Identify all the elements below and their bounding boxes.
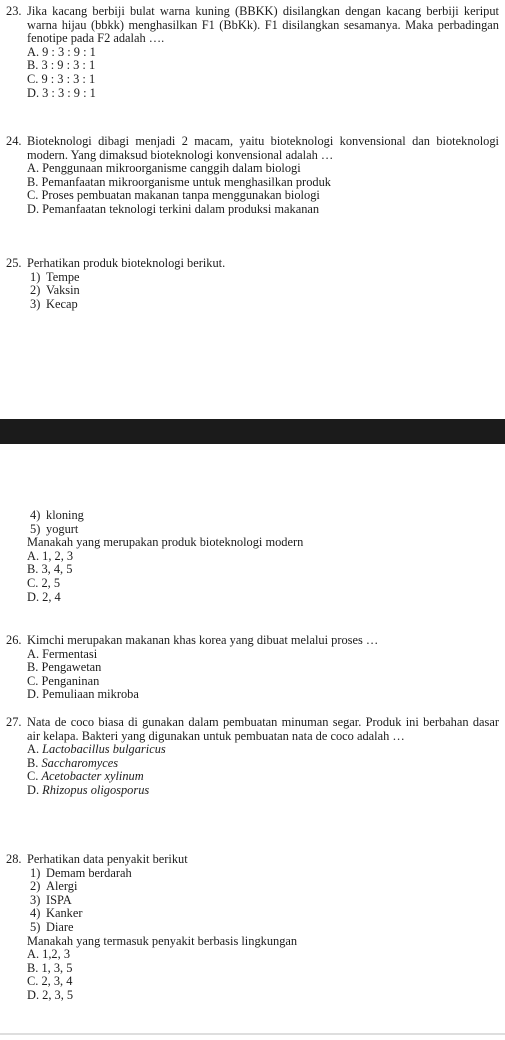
option-c: C. 9 : 3 : 3 : 1 [27, 71, 96, 86]
list-item: 2) Alergi [30, 879, 78, 894]
option-d: D. Pemuliaan mikroba [27, 687, 139, 702]
option-a: A. 9 : 3 : 9 : 1 [27, 44, 96, 59]
option-b: B. Saccharomyces [27, 755, 119, 770]
option-c: C. 2, 5 [27, 575, 61, 590]
option-a: A. 1,2, 3 [27, 947, 71, 962]
question-stem: Bioteknologi dibagi menjadi 2 macam, yaitu bioteknologi konvensional dan bioteknologi modern. Yang dimaksud bioteknologi konvensional adalah … [27, 134, 499, 162]
question-prompt: Manakah yang termasuk penyakit berbasis lingkungan [27, 933, 298, 948]
item-list [6, 867, 499, 935]
options-list [27, 162, 499, 216]
question-23 [6, 5, 499, 100]
option-b: B. Pengawetan [27, 660, 102, 675]
question-25-continued [6, 509, 499, 604]
option-c: C. Penganinan [27, 673, 100, 688]
options-list [27, 743, 499, 797]
question-number: 28. [6, 852, 22, 866]
question-stem: Jika kacang berbiji bulat warna kuning (BBKK) disilangkan dengan kacang berbiji keriput warna hijau (bbkk) menghasilkan F1 (BbKk). F1 disilangkan sesamanya. Maka perbadingan fenotipe pada F2 adalah …. [27, 4, 499, 46]
option-c: C. Proses pembuatan makanan tanpa menggunakan biologi [27, 188, 320, 203]
option-c: C. Acetobacter xylinum [27, 769, 144, 784]
question-number: 27. [6, 715, 22, 729]
options-list [27, 648, 499, 702]
option-c: C. 2, 3, 4 [27, 974, 73, 989]
question-prompt: Manakah yang merupakan produk bioteknologi modern [27, 535, 304, 550]
option-d: D. 2, 4 [27, 589, 61, 604]
list-item: 4) Kanker [30, 906, 83, 921]
question-stem: Perhatikan data penyakit berikut [27, 852, 188, 866]
question-number: 26. [6, 633, 22, 647]
item-list [6, 271, 499, 312]
option-b: B. 3, 4, 5 [27, 562, 73, 577]
option-a: A. Fermentasi [27, 646, 98, 661]
option-a: A. Lactobacillus bulgaricus [27, 742, 166, 757]
option-d: D. 3 : 3 : 9 : 1 [27, 85, 96, 100]
option-b: B. 1, 3, 5 [27, 960, 73, 975]
list-item: 3) Kecap [30, 296, 78, 311]
list-item: 5) Diare [30, 919, 74, 934]
question-number: 23. [6, 4, 22, 18]
option-a: A. Penggunaan mikroorganisme canggih dalam biologi [27, 161, 301, 176]
item-list [6, 509, 499, 536]
question-27 [6, 716, 499, 798]
question-number: 24. [6, 134, 22, 148]
option-d: D. Pemanfaatan teknologi terkini dalam produksi makanan [27, 201, 320, 216]
page-bottom-divider [0, 1033, 505, 1035]
question-stem: Nata de coco biasa di gunakan dalam pembuatan minuman segar. Produk ini berbahan dasar air kelapa. Bakteri yang digunakan untuk pembuatan nata de coco adalah … [27, 715, 499, 743]
option-b: B. Pemanfaatan mikroorganisme untuk menghasilkan produk [27, 174, 331, 189]
question-number: 25. [6, 256, 22, 270]
question-stem: Perhatikan produk bioteknologi berikut. [27, 256, 226, 270]
question-25 [6, 257, 499, 311]
list-item: 4) kloning [30, 508, 84, 522]
options-list [27, 46, 499, 100]
question-24 [6, 135, 499, 217]
list-item: 1) Tempe [30, 269, 80, 284]
list-item: 3) ISPA [30, 892, 72, 907]
list-item: 1) Demam berdarah [30, 865, 132, 880]
question-26 [6, 634, 499, 702]
list-item: 5) yogurt [30, 521, 79, 536]
question-28 [6, 853, 499, 1003]
page-gap-divider [0, 419, 505, 444]
option-a: A. 1, 2, 3 [27, 548, 74, 563]
list-item: 2) Vaksin [30, 283, 80, 298]
option-d: D. 2, 3, 5 [27, 987, 74, 1002]
option-b: B. 3 : 9 : 3 : 1 [27, 58, 96, 73]
option-d: D. Rhizopus oligosporus [27, 782, 150, 797]
question-stem: Kimchi merupakan makanan khas korea yang dibuat melalui proses … [27, 633, 379, 647]
